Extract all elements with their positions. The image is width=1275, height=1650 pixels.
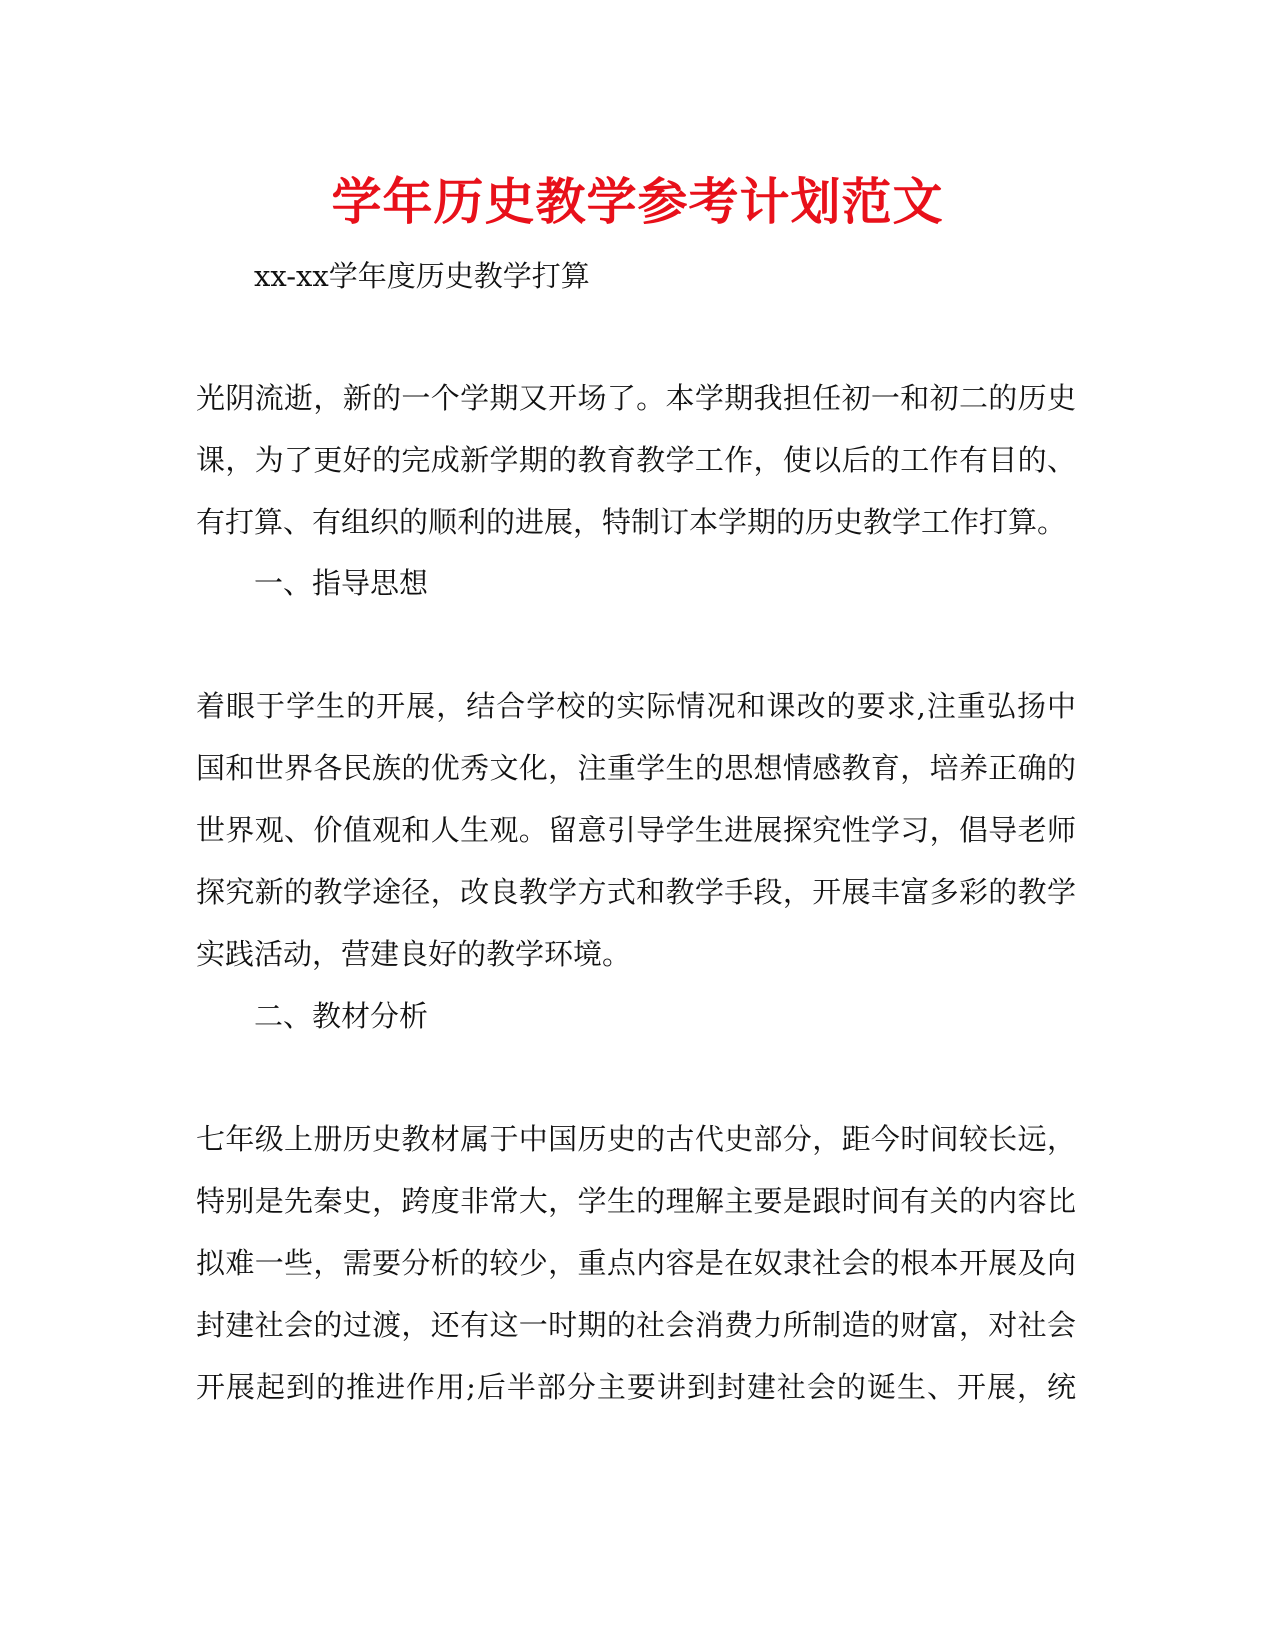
paragraph-line: 特别是先秦史，跨度非常大，学生的理解主要是跟时间有关的内容比 <box>196 1184 1076 1218</box>
section-heading: 二、教材分析 <box>254 999 429 1033</box>
paragraph-line: 封建社会的过渡，还有这一时期的社会消费力所制造的财富，对社会 <box>196 1308 1076 1342</box>
paragraph-line: 光阴流逝，新的一个学期又开场了。本学期我担任初一和初二的历史 <box>196 381 1076 415</box>
paragraph-line: 课，为了更好的完成新学期的教育教学工作，使以后的工作有目的、 <box>196 443 1076 477</box>
paragraph-line: 实践活动，营建良好的教学环境。 <box>196 937 632 971</box>
document-subtitle: xx-xx学年度历史教学打算 <box>254 259 590 293</box>
section-heading: 一、指导思想 <box>254 566 429 600</box>
paragraph-line: 七年级上册历史教材属于中国历史的古代史部分，距今时间较长远， <box>196 1122 1076 1156</box>
paragraph-line: 世界观、价值观和人生观。留意引导学生进展探究性学习，倡导老师 <box>196 813 1076 847</box>
paragraph-line: 探究新的教学途径，改良教学方式和教学手段，开展丰富多彩的教学 <box>196 875 1076 909</box>
paragraph-line: 拟难一些，需要分析的较少，重点内容是在奴隶社会的根本开展及向 <box>196 1246 1076 1280</box>
document-title: 学年历史教学参考计划范文 <box>331 173 944 231</box>
paragraph-line: 国和世界各民族的优秀文化，注重学生的思想情感教育，培养正确的 <box>196 751 1076 785</box>
paragraph-line: 开展起到的推进作用;后半部分主要讲到封建社会的诞生、开展，统 <box>196 1370 1076 1404</box>
paragraph-line: 有打算、有组织的顺利的进展，特制订本学期的历史教学工作打算。 <box>196 505 1067 539</box>
paragraph-line: 着眼于学生的开展，结合学校的实际情况和课改的要求,注重弘扬中 <box>196 689 1076 723</box>
